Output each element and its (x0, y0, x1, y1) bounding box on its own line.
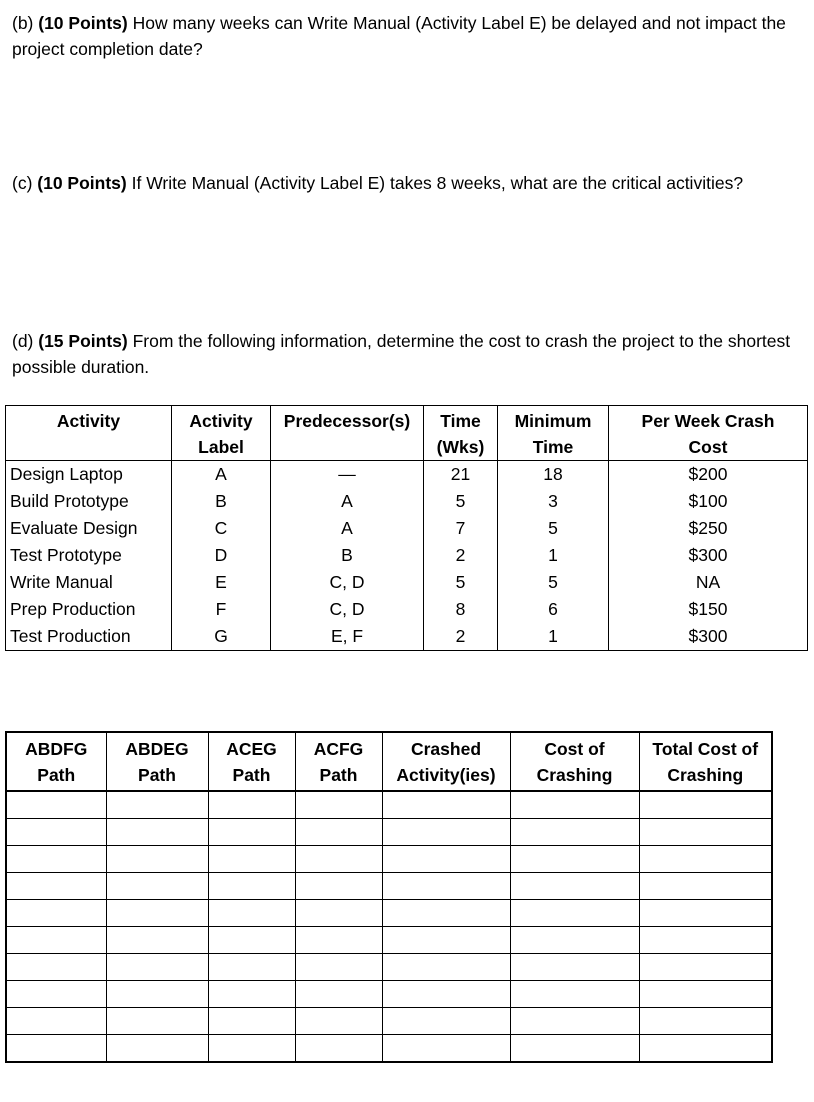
activity-min-time: 18 (498, 461, 609, 489)
answer-cell[interactable] (6, 873, 106, 900)
activity-label: C (172, 515, 271, 542)
activity-predecessor: B (271, 542, 424, 569)
answer-cell[interactable] (510, 819, 639, 846)
answer-cell[interactable] (382, 791, 510, 819)
answer-cell[interactable] (6, 1035, 106, 1063)
answer-cell[interactable] (295, 981, 382, 1008)
answer-cell[interactable] (6, 791, 106, 819)
crash-table (5, 731, 773, 1063)
activity-crash-cost: $100 (609, 488, 808, 515)
answer-cell[interactable] (106, 846, 208, 873)
activity-time: 21 (424, 461, 498, 489)
answer-cell[interactable] (382, 900, 510, 927)
answer-cell[interactable] (208, 900, 295, 927)
answer-cell[interactable] (639, 873, 772, 900)
answer-cell[interactable] (6, 954, 106, 981)
table-row (6, 515, 808, 542)
answer-cell[interactable] (639, 954, 772, 981)
answer-cell[interactable] (639, 819, 772, 846)
answer-cell[interactable] (639, 981, 772, 1008)
answer-cell[interactable] (639, 900, 772, 927)
question-b-prefix: (b) (12, 13, 39, 33)
answer-cell[interactable] (295, 954, 382, 981)
answer-cell[interactable] (510, 981, 639, 1008)
crash-table-row (6, 873, 772, 900)
crash-table-row (6, 981, 772, 1008)
crash-table-row (6, 819, 772, 846)
activity-name: Build Prototype (6, 488, 172, 515)
answer-cell[interactable] (382, 954, 510, 981)
crash-table-row (6, 1035, 772, 1063)
activity-time: 7 (424, 515, 498, 542)
header-time: Time (Wks) (424, 406, 498, 461)
activity-crash-cost: NA (609, 569, 808, 596)
activity-name: Design Laptop (6, 461, 172, 489)
answer-cell[interactable] (295, 873, 382, 900)
question-d-prefix: (d) (12, 331, 39, 351)
answer-cell[interactable] (106, 791, 208, 819)
header-crash-cost: Per Week Crash Cost (609, 406, 808, 461)
answer-cell[interactable] (6, 981, 106, 1008)
question-b-text: How many weeks can Write Manual (Activity Label E) be delayed and not impact the project completion date? (12, 13, 786, 59)
answer-cell[interactable] (208, 954, 295, 981)
answer-cell[interactable] (639, 791, 772, 819)
answer-cell[interactable] (295, 1008, 382, 1035)
table-row (6, 461, 808, 489)
question-c-text: If Write Manual (Activity Label E) takes 8 weeks, what are the critical activities? (126, 173, 744, 193)
answer-cell[interactable] (6, 1008, 106, 1035)
activity-name: Evaluate Design (6, 515, 172, 542)
answer-cell[interactable] (510, 1008, 639, 1035)
question-d (12, 328, 802, 380)
answer-cell[interactable] (106, 819, 208, 846)
answer-cell[interactable] (208, 873, 295, 900)
activity-name: Prep Production (6, 596, 172, 623)
question-c-points: (10 Points) (37, 173, 127, 193)
answer-cell[interactable] (106, 1035, 208, 1063)
header-minimum-time: Minimum Time (498, 406, 609, 461)
header-total-cost: Total Cost of Crashing (639, 732, 772, 791)
answer-cell[interactable] (106, 954, 208, 981)
activity-predecessor: A (271, 515, 424, 542)
answer-cell[interactable] (295, 900, 382, 927)
answer-cell[interactable] (382, 981, 510, 1008)
answer-cell[interactable] (510, 873, 639, 900)
answer-cell[interactable] (208, 981, 295, 1008)
header-crashed-activities: Crashed Activity(ies) (382, 732, 510, 791)
activity-label: E (172, 569, 271, 596)
answer-cell[interactable] (382, 846, 510, 873)
table-row (6, 542, 808, 569)
activity-time: 2 (424, 623, 498, 651)
answer-cell[interactable] (510, 1035, 639, 1063)
question-d-text: From the following information, determine the cost to crash the project to the shortest possible duration. (12, 331, 791, 377)
table-row (6, 623, 808, 651)
header-cost-of-crashing: Cost of Crashing (510, 732, 639, 791)
answer-cell[interactable] (208, 927, 295, 954)
question-b (12, 10, 802, 62)
crash-table-row (6, 1008, 772, 1035)
activity-label: F (172, 596, 271, 623)
answer-cell[interactable] (295, 819, 382, 846)
answer-cell[interactable] (639, 927, 772, 954)
activity-crash-cost: $300 (609, 542, 808, 569)
answer-cell[interactable] (6, 927, 106, 954)
activity-table-header (6, 406, 808, 461)
header-abdfg-path: ABDFG Path (6, 732, 106, 791)
activity-time: 5 (424, 569, 498, 596)
answer-cell[interactable] (208, 1035, 295, 1063)
activity-predecessor: E, F (271, 623, 424, 651)
answer-cell[interactable] (106, 873, 208, 900)
activity-min-time: 5 (498, 569, 609, 596)
activity-label: D (172, 542, 271, 569)
question-c-prefix: (c) (12, 173, 38, 193)
table-row (6, 488, 808, 515)
activity-table (5, 405, 808, 651)
activity-min-time: 1 (498, 623, 609, 651)
activity-predecessor: C, D (271, 569, 424, 596)
activity-predecessor: A (271, 488, 424, 515)
activity-time: 8 (424, 596, 498, 623)
answer-cell[interactable] (106, 1008, 208, 1035)
question-c (12, 170, 802, 196)
activity-min-time: 6 (498, 596, 609, 623)
question-d-points: (15 Points) (38, 331, 128, 351)
header-activity-label: Activity Label (172, 406, 271, 461)
answer-cell[interactable] (208, 791, 295, 819)
activity-predecessor: C, D (271, 596, 424, 623)
answer-cell[interactable] (510, 954, 639, 981)
activity-label: G (172, 623, 271, 651)
header-aceg-path: ACEG Path (208, 732, 295, 791)
answer-cell[interactable] (6, 900, 106, 927)
activity-name: Test Production (6, 623, 172, 651)
activity-label: B (172, 488, 271, 515)
answer-cell[interactable] (510, 927, 639, 954)
answer-cell[interactable] (208, 819, 295, 846)
crash-table-row (6, 900, 772, 927)
answer-cell[interactable] (510, 900, 639, 927)
answer-cell[interactable] (382, 873, 510, 900)
answer-cell[interactable] (295, 927, 382, 954)
answer-cell[interactable] (295, 791, 382, 819)
answer-cell[interactable] (382, 1035, 510, 1063)
activity-min-time: 3 (498, 488, 609, 515)
answer-cell[interactable] (639, 846, 772, 873)
answer-cell[interactable] (510, 791, 639, 819)
activity-crash-cost: $250 (609, 515, 808, 542)
table-row (6, 569, 808, 596)
answer-cell[interactable] (106, 981, 208, 1008)
answer-cell[interactable] (6, 819, 106, 846)
activity-crash-cost: $300 (609, 623, 808, 651)
activity-min-time: 1 (498, 542, 609, 569)
answer-cell[interactable] (106, 900, 208, 927)
activity-name: Write Manual (6, 569, 172, 596)
activity-crash-cost: $200 (609, 461, 808, 489)
activity-label: A (172, 461, 271, 489)
header-activity: Activity (6, 406, 172, 461)
answer-cell[interactable] (106, 927, 208, 954)
activity-time: 2 (424, 542, 498, 569)
activity-name: Test Prototype (6, 542, 172, 569)
answer-cell[interactable] (382, 927, 510, 954)
answer-cell[interactable] (208, 1008, 295, 1035)
answer-cell[interactable] (510, 846, 639, 873)
header-predecessors: Predecessor(s) (271, 406, 424, 461)
answer-cell[interactable] (639, 1035, 772, 1063)
activity-min-time: 5 (498, 515, 609, 542)
activity-predecessor: — (271, 461, 424, 489)
answer-cell[interactable] (295, 846, 382, 873)
answer-cell[interactable] (6, 846, 106, 873)
header-abdeg-path: ABDEG Path (106, 732, 208, 791)
crash-table-row (6, 791, 772, 819)
crash-table-row (6, 927, 772, 954)
answer-cell[interactable] (382, 819, 510, 846)
table-row (6, 596, 808, 623)
activity-crash-cost: $150 (609, 596, 808, 623)
answer-cell[interactable] (639, 1008, 772, 1035)
activity-time: 5 (424, 488, 498, 515)
answer-cell[interactable] (208, 846, 295, 873)
answer-cell[interactable] (295, 1035, 382, 1063)
question-b-points: (10 Points) (38, 13, 128, 33)
header-acfg-path: ACFG Path (295, 732, 382, 791)
crash-table-header (6, 732, 772, 791)
crash-table-row (6, 954, 772, 981)
crash-table-row (6, 846, 772, 873)
answer-cell[interactable] (382, 1008, 510, 1035)
